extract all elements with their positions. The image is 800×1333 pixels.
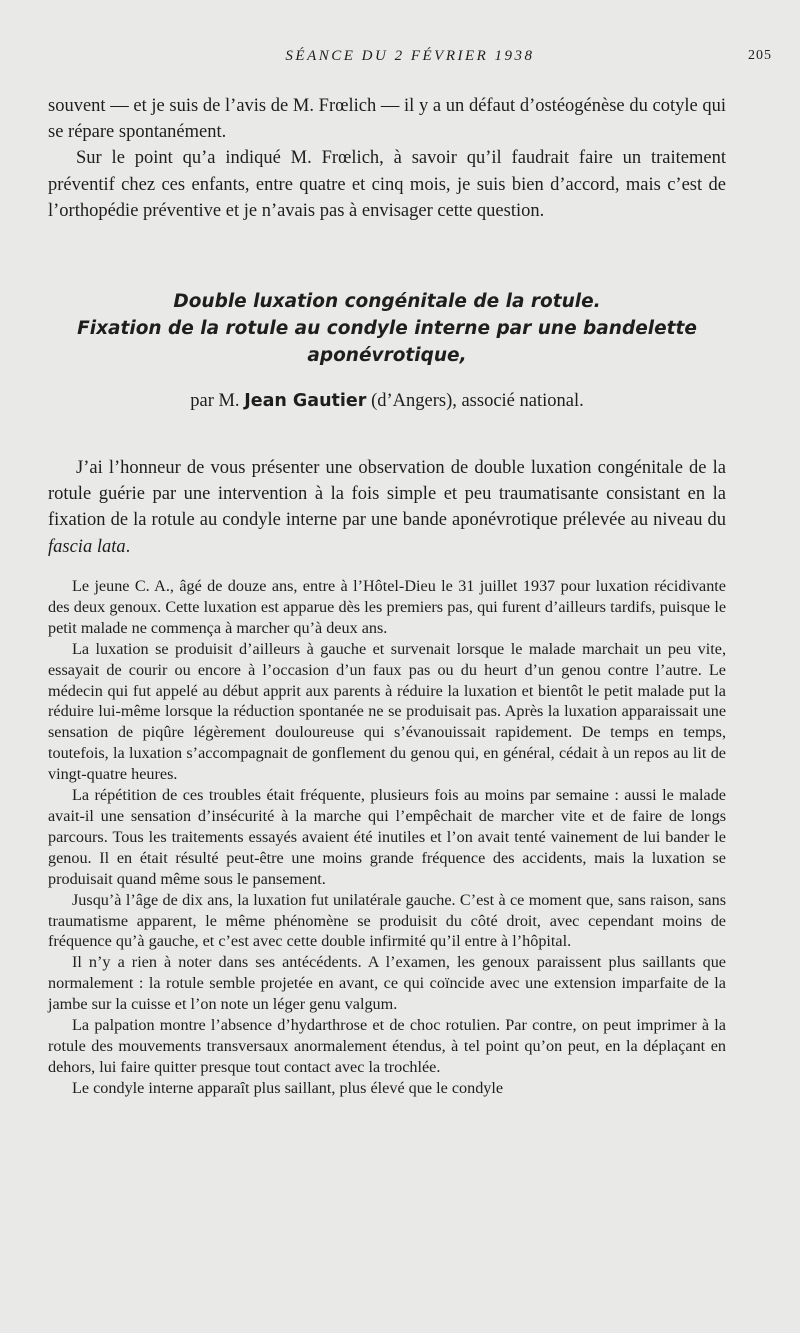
paragraph: Jusqu’à l’âge de dix ans, la luxation fut unilatérale gauche. C’est à ce moment que, sans raison, sans traumatisme apparent, le même phénomène se produisit du côté droit, avec cependant moins de fréquence qu’à gauche, et c’est avec cette double infirmité qu’il entre à l’hôpital. [48,890,726,951]
paragraph: Le condyle interne apparaît plus saillant, plus élevé que le condyle [72,1078,504,1097]
continued-discussion [48,93,726,224]
article-title [48,288,726,369]
byline [48,388,726,414]
running-head-title: SÉANCE DU 2 FÉVRIER 1938 [285,48,535,64]
author-name: Jean Gautier [244,391,367,411]
paragraph: Il n’y a rien à noter dans ses antécédents. A l’examen, les genoux paraissent plus saillants que normalement : la rotule semble projetée en avant, ce qui coïncide avec une extension imparfaite de la jambe sur la cuisse et l’on note un léger genu valgum. [48,953,726,1014]
paragraph: La palpation montre l’absence d’hydarthrose et de choc rotulien. Par contre, on peut imprimer à la rotule des mouvements transversaux anormalement étendus, à tel point qu’on peut, en la déplaçant en dehors, lui faire quitter presque tout contact avec la trochlée. [48,1016,726,1076]
paragraph: Sur le point qu’a indiqué M. Frœlich, à savoir qu’il faudrait faire un traitement préventif chez ces enfants, entre quatre et cinq mois, je suis bien d’accord, mais c’est de l’orthopédie préventive et je n’avais pas à envisager cette question. [48,148,726,221]
page-number: 205 [748,48,772,63]
paragraph: La répétition de ces troubles était fréquente, plusieurs fois au moins par semaine : aussi le malade avait-il une sensation d’insécurité à la marche qui l’empêchait de marcher vite et de faire de longs parcours. Tous les traitements essayés avaient été inutiles et l’on avait tenté vainement de lui bander le genou. Il en était résulté peut-être une moins grande fréquence des accidents, mais la luxation se produisait quand même sous le pansement. [48,786,726,888]
byline-suffix: (d’Angers), associé national. [371,391,584,411]
article-title-line: Fixation de la rotule au condyle interne par une bandelette aponévrotique, [77,318,697,366]
paragraph: La luxation se produisit d’ailleurs à gauche et survenait lorsque le malade marchait un peu vite, essayait de courir ou encore à l’occasion d’un faux pas ou du heurt d’un genou contre l’autre. Le médecin qui fut appelé au début apprit aux parents à réduire la luxation et bientôt le petit malade put la réduire lui-même lorsque la réduction spontanée ne se produisait pas. Après la luxation apparaissait une sensation de piqûre légèrement douloureuse qui s’évanouissait rapidement. De temps en temps, toutefois, la luxation s’accompagnait de gonflement du genou qui, en général, cédait à un repos au lit de vingt-quatre heures. [48,639,726,784]
byline-prefix: par M. [190,391,240,411]
intro-text: J’ai l’honneur de vous présenter une observation de double luxation congénitale de la rotule guérie par une intervention à la fois simple et peu traumatisante consistant en la fixation de la rotule au condyle interne par une bande aponévrotique prélevée au niveau du [48,458,726,531]
intro-italic-term: fascia lata [48,536,126,557]
article-introduction [48,455,726,560]
case-report [48,576,726,1099]
paragraph: Le jeune C. A., âgé de douze ans, entre à l’Hôtel-Dieu le 31 juillet 1937 pour luxation récidivante des deux genoux. Cette luxation est apparue dès les premiers pas, qui furent d’ailleurs tardifs, puisque le petit malade ne commença à marcher qu’à deux ans. [48,577,726,637]
running-head [48,48,772,72]
article-title-line: Double luxation congénitale de la rotule. [173,291,601,312]
paragraph [48,455,726,560]
paragraph: souvent — et je suis de l’avis de M. Frœlich — il y a un défaut d’ostéogénèse du cotyle qui se répare spontanément. [48,96,726,143]
intro-end: . [125,536,131,557]
